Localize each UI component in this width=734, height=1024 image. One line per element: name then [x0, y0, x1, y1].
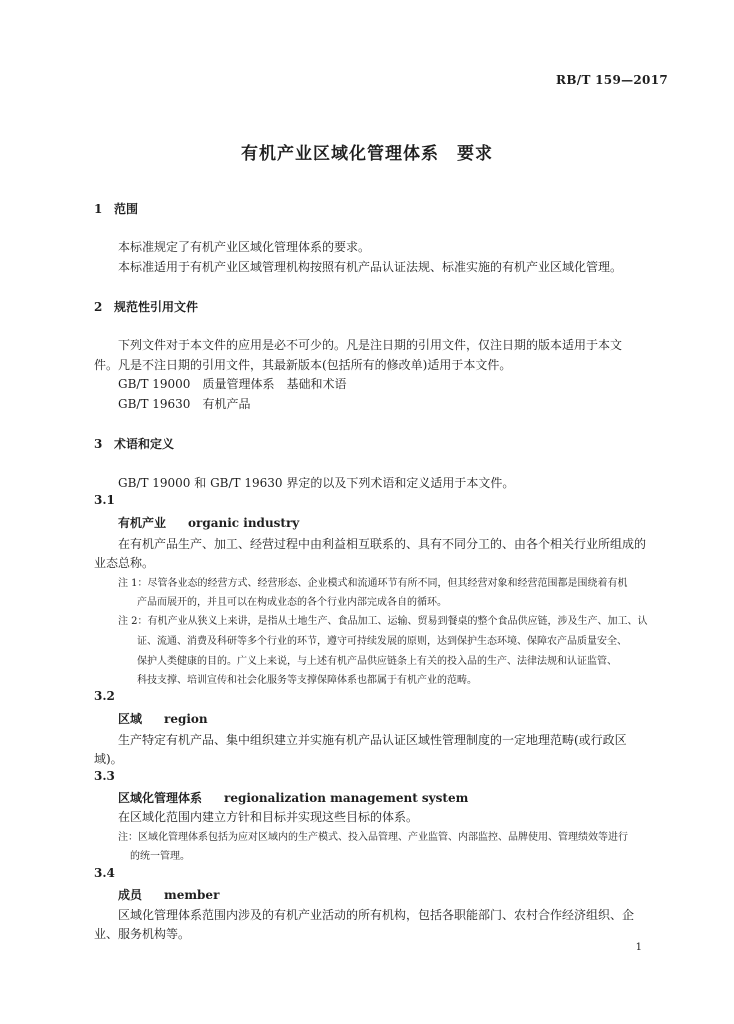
- section-title: 规范性引用文件: [114, 300, 199, 314]
- reference-title: 质量管理体系 基础和术语: [202, 377, 347, 391]
- section-2-heading: [94, 298, 198, 315]
- section-title: 范围: [114, 202, 139, 216]
- clause-number: 3.4: [94, 866, 115, 880]
- section-number: 3: [94, 437, 103, 451]
- normative-paragraph-line-1: 下列文件对于本文件的应用是必不可少的。凡是注日期的引用文件，仅注日期的版本适用于本文: [118, 338, 623, 352]
- section-title: 术语和定义: [114, 437, 175, 451]
- term-heading: [118, 886, 219, 903]
- terms-intro: GB/T 19000 和 GB/T 19630 界定的以及下列术语和定义适用于本文件。: [118, 476, 515, 490]
- term-definition-line-1: 在有机产品生产、加工、经营过程中由利益相互联系的、具有不同分工的、由各个相关行业所组成的: [118, 537, 647, 551]
- note-1-line-2: 产品而展开的，并且可以在构成业态的各个行业内部完成各自的循环。: [137, 597, 447, 608]
- note-2-line-4: 科技支撑、培训宣传和社会化服务等支撑保障体系也都属于有机产业的范畴。: [137, 675, 477, 686]
- section-1-heading: [94, 200, 138, 217]
- standard-code: RB/T 159—2017: [556, 73, 668, 87]
- term-heading: [118, 710, 208, 727]
- term-heading: [118, 789, 468, 806]
- term-heading: [118, 514, 299, 531]
- term-zh: 有机产业: [118, 516, 167, 530]
- note-2-line-3: 保护人类健康的目的。广义上来说，与上述有机产品供应链条上有关的投入品的生产、法律法规和认证监管、: [137, 656, 617, 667]
- note-line-2: 的统一管理。: [130, 851, 190, 862]
- reference-item: [118, 375, 690, 394]
- section-number: 2: [94, 300, 103, 314]
- reference-item: [118, 395, 690, 414]
- term-zh: 成员: [118, 888, 143, 902]
- term-definition-line-1: 生产特定有机产品、集中组织建立并实施有机产品认证区域性管理制度的一定地理范畴(或行政区: [118, 733, 627, 747]
- term-definition-line-2: 业态总称。: [94, 556, 155, 570]
- term-en: organic industry: [188, 516, 300, 530]
- clause-number: 3.1: [94, 493, 115, 507]
- section-number: 1: [94, 202, 103, 216]
- reference-code: GB/T 19630: [118, 397, 191, 411]
- reference-code: GB/T 19000: [118, 377, 191, 391]
- note-2-line-1: 注 2：有机产业从狭义上来讲，是指从土地生产、食品加工、运输、贸易到餐桌的整个食品供应链，涉及生产、加工、认: [118, 616, 648, 627]
- term-en: region: [164, 712, 208, 726]
- term-zh: 区域化管理体系: [118, 791, 203, 805]
- note-1-line-1: 注 1：尽管各业态的经营方式、经营形态、企业模式和流通环节有所不同，但其经营对象和经营范围都是围绕着有机: [118, 578, 628, 589]
- page-number: 1: [635, 942, 642, 953]
- term-definition-line-2: 业、服务机构等。: [94, 927, 191, 941]
- term-en: regionalization management system: [224, 791, 469, 805]
- term-definition-line-1: 区域化管理体系范围内涉及的有机产业活动的所有机构，包括各职能部门、农村合作经济组织、企: [118, 908, 635, 922]
- document-title: 有机产业区域化管理体系 要求: [241, 144, 493, 164]
- note-line-1: 注：区域化管理体系包括为应对区域内的生产模式、投入品管理、产业监管、内部监控、品牌使用、管理绩效等进行: [118, 832, 628, 843]
- term-en: member: [164, 888, 220, 902]
- clause-number: 3.2: [94, 689, 115, 703]
- reference-title: 有机产品: [202, 397, 251, 411]
- normative-paragraph-line-2: 件。凡是不注日期的引用文件，其最新版本(包括所有的修改单)适用于本文件。: [94, 358, 512, 372]
- term-definition-line-1: 在区域化范围内建立方针和目标并实现这些目标的体系。: [118, 810, 419, 824]
- scope-paragraph-1: 本标准规定了有机产业区域化管理体系的要求。: [118, 240, 371, 254]
- note-2-line-2: 证、流通、消费及科研等多个行业的环节，遵守可持续发展的原则，达到保护生态环境、保障农产品质量安全、: [137, 636, 627, 647]
- term-zh: 区域: [118, 712, 143, 726]
- clause-number: 3.3: [94, 769, 115, 783]
- term-definition-line-2: 域)。: [94, 752, 123, 766]
- scope-paragraph-2: 本标准适用于有机产业区域管理机构按照有机产品认证法规、标准实施的有机产业区域化管理。: [118, 260, 623, 274]
- section-3-heading: [94, 435, 174, 452]
